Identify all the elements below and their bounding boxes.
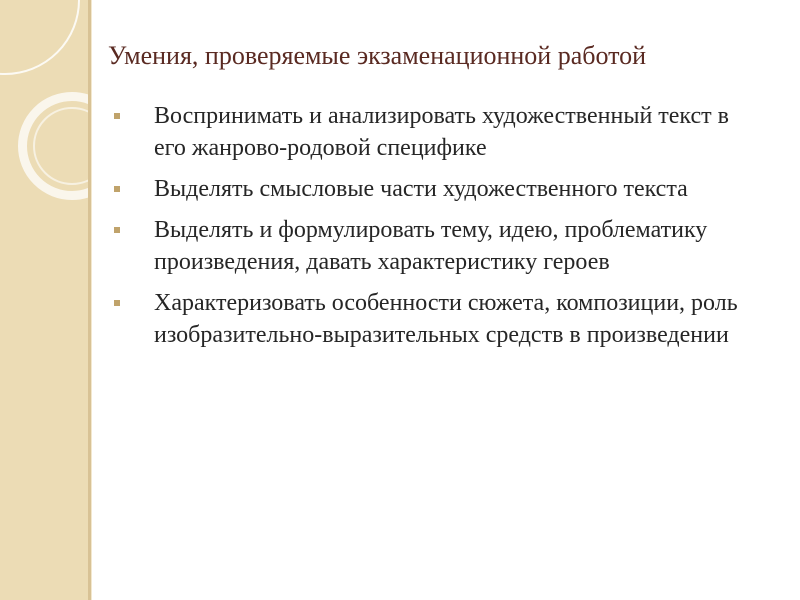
bullet-text: Воспринимать и анализировать художественный текст в его жанрово-родовой специфике [154, 103, 729, 161]
bullet-text: Выделять смысловые части художественного текста [154, 176, 688, 202]
side-divider-highlight [91, 0, 92, 600]
decorative-side-panel [0, 0, 88, 600]
square-bullet-icon [114, 300, 120, 306]
square-bullet-icon [114, 113, 120, 119]
bullet-text: Выделять и формулировать тему, идею, проблематику произведения, давать характеристику героев [154, 217, 708, 275]
slide-title: Умения, проверяемые экзаменационной работой [108, 41, 647, 70]
square-bullet-icon [114, 186, 120, 192]
bullet-list [110, 100, 760, 360]
bullet-item [110, 214, 760, 278]
decorative-ring [0, 0, 80, 75]
square-bullet-icon [114, 227, 120, 233]
bullet-item [110, 287, 760, 351]
bullet-text: Характеризовать особенности сюжета, композиции, роль изобразительно-выразительных средств в произведении [154, 290, 738, 348]
bullet-item [110, 173, 760, 205]
bullet-item [110, 100, 760, 164]
